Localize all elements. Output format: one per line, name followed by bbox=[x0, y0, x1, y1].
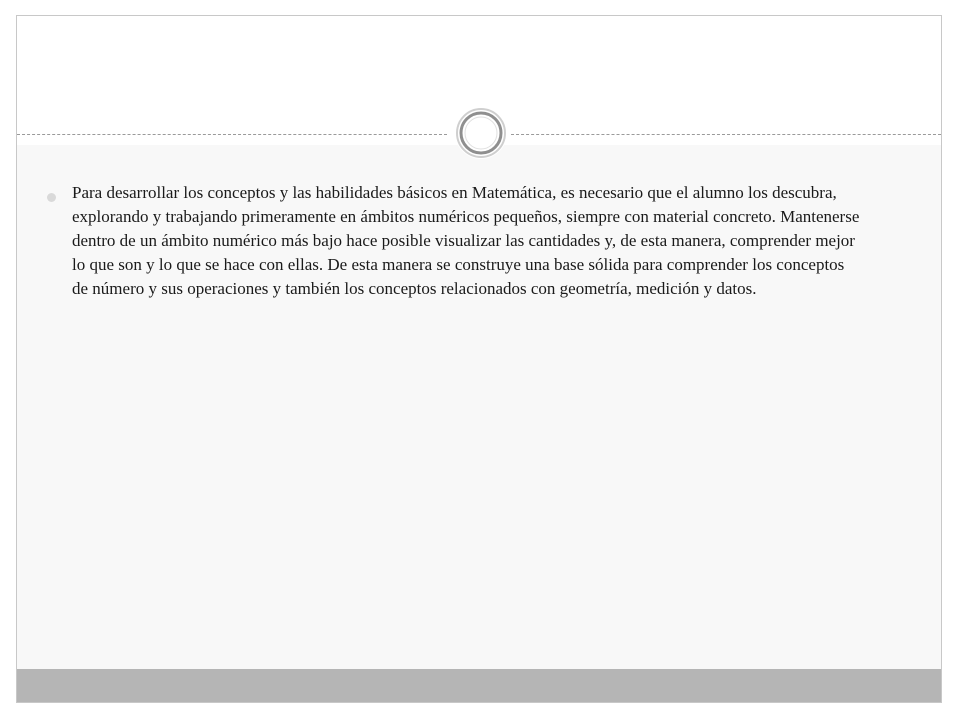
bullet-item bbox=[44, 181, 864, 301]
footer-band bbox=[17, 669, 941, 702]
slide bbox=[16, 15, 942, 703]
bullet-list bbox=[44, 181, 864, 301]
title-divider-left bbox=[17, 134, 447, 135]
bullet-dot-icon bbox=[47, 193, 56, 202]
bullet-text: Para desarrollar los conceptos y las habilidades básicos en Matemática, es necesario que el alumno los descubra, explorando y trabajando primeramente en ámbitos numéricos pequeños, siempre con material concreto. Mantenerse dentro de un ámbito numérico más bajo hace posible visualizar las cantidades y, de esta manera, comprender mejor lo que son y lo que se hace con ellas. De esta manera se construye una base sólida para comprender los conceptos de número y sus operaciones y también los conceptos relacionados con geometría, medición y datos. bbox=[72, 183, 860, 298]
circle-ornament-icon bbox=[455, 107, 507, 159]
title-divider-right bbox=[511, 134, 941, 135]
